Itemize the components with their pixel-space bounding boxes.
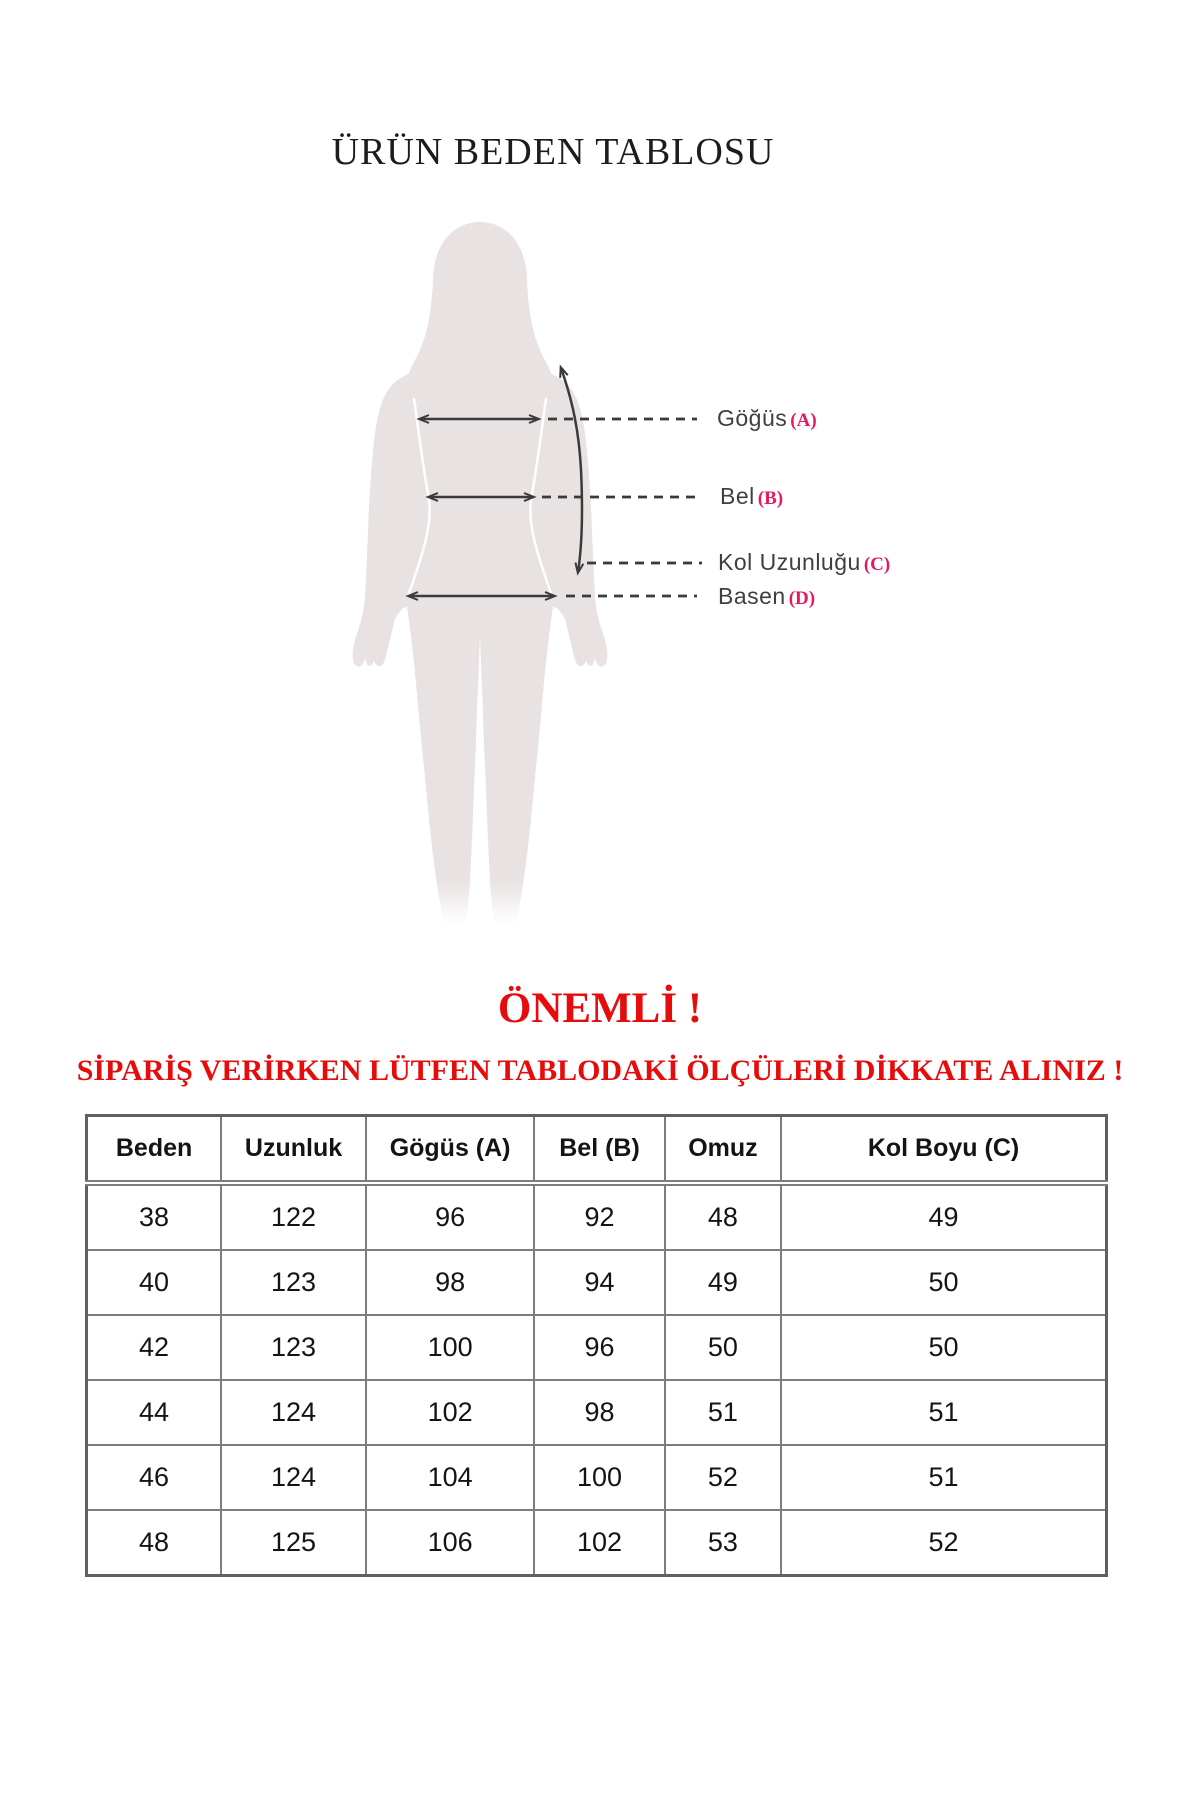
warning-subheading: SİPARİŞ VERİRKEN LÜTFEN TABLODAKİ ÖLÇÜLERİ DİKKATE ALINIZ ! bbox=[76, 1054, 1124, 1087]
table-cell: 46 bbox=[87, 1445, 222, 1510]
table-cell: 94 bbox=[534, 1250, 665, 1315]
table-cell: 102 bbox=[366, 1380, 534, 1445]
measure-name: Basen bbox=[718, 583, 786, 609]
table-cell: 124 bbox=[221, 1380, 366, 1445]
table-cell: 106 bbox=[366, 1510, 534, 1576]
table-cell: 51 bbox=[781, 1445, 1106, 1510]
table-cell: 40 bbox=[87, 1250, 222, 1315]
table-cell: 51 bbox=[781, 1380, 1106, 1445]
table-cell: 50 bbox=[781, 1250, 1106, 1315]
table-row bbox=[87, 1445, 1107, 1510]
table-cell: 38 bbox=[87, 1183, 222, 1250]
table-cell: 104 bbox=[366, 1445, 534, 1510]
size-table bbox=[85, 1114, 1108, 1577]
page-title: ÜRÜN BEDEN TABLOSU bbox=[331, 131, 775, 173]
table-cell: 52 bbox=[781, 1510, 1106, 1576]
column-header-omuz: Omuz bbox=[665, 1116, 781, 1184]
column-header-gogus: Gögüs (A) bbox=[366, 1116, 534, 1184]
measure-label-arm-length bbox=[718, 549, 890, 576]
measure-name: Kol Uzunluğu bbox=[718, 549, 861, 575]
measure-code: (D) bbox=[788, 588, 816, 609]
column-header-bel: Bel (B) bbox=[534, 1116, 665, 1184]
measure-label-waist bbox=[720, 483, 783, 510]
size-table-body bbox=[87, 1183, 1107, 1576]
measure-name: Bel bbox=[720, 483, 755, 509]
table-cell: 51 bbox=[665, 1380, 781, 1445]
table-row bbox=[87, 1315, 1107, 1380]
table-cell: 42 bbox=[87, 1315, 222, 1380]
silhouette-fade-overlay bbox=[380, 880, 680, 932]
measure-code: (A) bbox=[790, 410, 817, 431]
table-cell: 50 bbox=[781, 1315, 1106, 1380]
measure-code: (B) bbox=[757, 488, 784, 509]
table-cell: 124 bbox=[221, 1445, 366, 1510]
table-cell: 50 bbox=[665, 1315, 781, 1380]
table-cell: 98 bbox=[534, 1380, 665, 1445]
table-row bbox=[87, 1183, 1107, 1250]
measure-label-chest bbox=[717, 405, 817, 432]
table-row bbox=[87, 1250, 1107, 1315]
table-cell: 53 bbox=[665, 1510, 781, 1576]
table-cell: 100 bbox=[534, 1445, 665, 1510]
column-header-kol-boyu: Kol Boyu (C) bbox=[781, 1116, 1106, 1184]
warning-heading: ÖNEMLİ ! bbox=[497, 985, 703, 1032]
measure-label-hip bbox=[718, 583, 815, 610]
table-cell: 102 bbox=[534, 1510, 665, 1576]
table-cell: 96 bbox=[534, 1315, 665, 1380]
table-row bbox=[87, 1510, 1107, 1576]
size-table-header-row bbox=[87, 1116, 1107, 1184]
table-cell: 125 bbox=[221, 1510, 366, 1576]
measure-code: (C) bbox=[863, 554, 891, 575]
table-cell: 122 bbox=[221, 1183, 366, 1250]
table-cell: 100 bbox=[366, 1315, 534, 1380]
table-row bbox=[87, 1380, 1107, 1445]
table-cell: 96 bbox=[366, 1183, 534, 1250]
column-header-beden: Beden bbox=[87, 1116, 222, 1184]
table-cell: 123 bbox=[221, 1250, 366, 1315]
table-cell: 48 bbox=[87, 1510, 222, 1576]
measure-name: Göğüs bbox=[717, 405, 788, 431]
table-cell: 48 bbox=[665, 1183, 781, 1250]
table-cell: 52 bbox=[665, 1445, 781, 1510]
column-header-uzunluk: Uzunluk bbox=[221, 1116, 366, 1184]
table-cell: 44 bbox=[87, 1380, 222, 1445]
table-cell: 98 bbox=[366, 1250, 534, 1315]
table-cell: 123 bbox=[221, 1315, 366, 1380]
table-cell: 49 bbox=[665, 1250, 781, 1315]
table-cell: 92 bbox=[534, 1183, 665, 1250]
table-cell: 49 bbox=[781, 1183, 1106, 1250]
